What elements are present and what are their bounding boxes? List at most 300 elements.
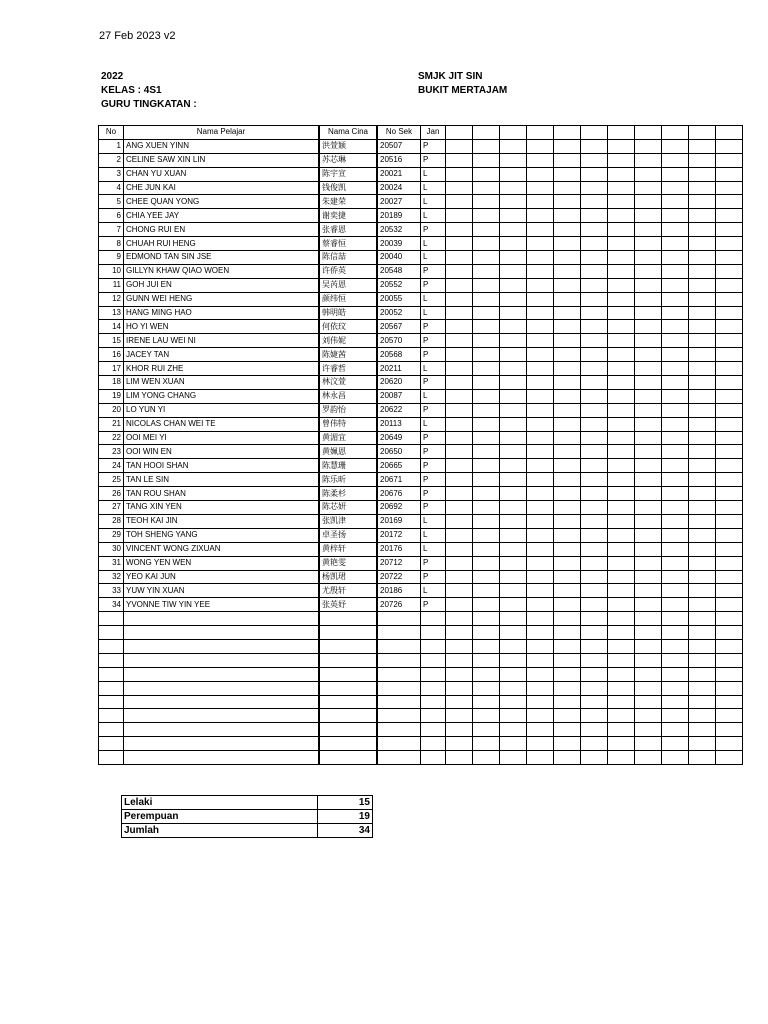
empty-cell <box>554 459 581 473</box>
empty-cell <box>473 195 500 209</box>
empty-cell <box>716 487 743 501</box>
empty-cell <box>689 612 716 626</box>
student-chinese-name: 许睿哲 <box>319 362 377 376</box>
empty-cell <box>689 223 716 237</box>
empty-cell <box>446 653 473 667</box>
empty-cell <box>635 195 662 209</box>
empty-cell <box>689 639 716 653</box>
empty-cell <box>635 431 662 445</box>
empty-cell <box>608 723 635 737</box>
empty-cell <box>99 751 124 765</box>
empty-cell <box>446 723 473 737</box>
empty-cell <box>608 348 635 362</box>
empty-cell <box>716 681 743 695</box>
empty-cell <box>662 306 689 320</box>
empty-cell <box>446 751 473 765</box>
empty-cell <box>500 348 527 362</box>
student-chinese-name: 韩明皓 <box>319 306 377 320</box>
empty-cell <box>527 570 554 584</box>
empty-cell <box>716 417 743 431</box>
empty-cell <box>473 528 500 542</box>
empty-cell <box>421 709 446 723</box>
empty-cell <box>527 348 554 362</box>
empty-cell <box>99 626 124 640</box>
student-number: 30 <box>99 542 124 556</box>
student-chinese-name: 谢奕捷 <box>319 209 377 223</box>
student-name: GUNN WEI HENG <box>124 292 320 306</box>
empty-cell <box>662 612 689 626</box>
column-header-blank <box>608 126 635 140</box>
empty-cell <box>716 612 743 626</box>
empty-cell <box>635 598 662 612</box>
table-row <box>99 403 743 417</box>
student-number: 27 <box>99 501 124 515</box>
student-number: 28 <box>99 514 124 528</box>
empty-cell <box>500 306 527 320</box>
empty-cell <box>446 528 473 542</box>
empty-cell <box>446 501 473 515</box>
student-gender-jan: P <box>421 403 446 417</box>
student-number: 14 <box>99 320 124 334</box>
student-gender-jan: P <box>421 459 446 473</box>
empty-cell <box>554 403 581 417</box>
empty-cell <box>319 681 377 695</box>
empty-cell <box>527 223 554 237</box>
empty-cell <box>446 223 473 237</box>
empty-cell <box>473 709 500 723</box>
empty-cell <box>608 653 635 667</box>
empty-cell <box>554 389 581 403</box>
table-row <box>99 139 743 153</box>
empty-cell <box>554 431 581 445</box>
empty-cell <box>716 639 743 653</box>
empty-table-row <box>99 653 743 667</box>
empty-cell <box>473 403 500 417</box>
empty-cell <box>473 556 500 570</box>
column-header-blank <box>446 126 473 140</box>
summary-row-male <box>122 796 373 810</box>
empty-cell <box>716 501 743 515</box>
empty-cell <box>689 292 716 306</box>
table-row <box>99 264 743 278</box>
empty-cell <box>662 264 689 278</box>
column-header-blank <box>473 126 500 140</box>
empty-cell <box>473 501 500 515</box>
empty-cell <box>527 264 554 278</box>
summary-value: 19 <box>318 810 373 824</box>
student-chinese-name: 黄姵恩 <box>319 445 377 459</box>
summary-value: 34 <box>318 824 373 838</box>
empty-cell <box>716 598 743 612</box>
student-chinese-name: 颜纬恒 <box>319 292 377 306</box>
empty-cell <box>608 542 635 556</box>
student-gender-jan: L <box>421 181 446 195</box>
empty-cell <box>527 278 554 292</box>
empty-cell <box>581 223 608 237</box>
student-number: 10 <box>99 264 124 278</box>
school-info-block <box>418 70 507 98</box>
empty-cell <box>716 709 743 723</box>
empty-cell <box>689 237 716 251</box>
student-name: OOI WIN EN <box>124 445 320 459</box>
empty-cell <box>554 237 581 251</box>
empty-cell <box>446 570 473 584</box>
empty-cell <box>473 334 500 348</box>
empty-cell <box>554 348 581 362</box>
empty-cell <box>689 362 716 376</box>
empty-cell <box>689 306 716 320</box>
student-chinese-name: 许侨英 <box>319 264 377 278</box>
student-name: GOH JUI EN <box>124 278 320 292</box>
empty-cell <box>554 209 581 223</box>
empty-cell <box>500 362 527 376</box>
document-version-date: 27 Feb 2023 v2 <box>99 30 176 42</box>
empty-cell <box>689 320 716 334</box>
table-row <box>99 376 743 390</box>
empty-cell <box>319 667 377 681</box>
empty-cell <box>500 626 527 640</box>
empty-cell <box>421 626 446 640</box>
empty-cell <box>554 681 581 695</box>
student-name: TAN HOOI SHAN <box>124 459 320 473</box>
empty-cell <box>635 639 662 653</box>
empty-table-row <box>99 695 743 709</box>
empty-cell <box>473 139 500 153</box>
column-header-blank <box>689 126 716 140</box>
student-school-number: 20176 <box>377 542 421 556</box>
empty-cell <box>662 723 689 737</box>
student-gender-jan: P <box>421 376 446 390</box>
column-header-blank <box>716 126 743 140</box>
empty-cell <box>581 153 608 167</box>
empty-cell <box>319 695 377 709</box>
empty-cell <box>635 264 662 278</box>
empty-cell <box>554 487 581 501</box>
empty-cell <box>662 695 689 709</box>
empty-cell <box>635 751 662 765</box>
empty-cell <box>608 167 635 181</box>
empty-cell <box>662 209 689 223</box>
student-name: CHEE QUAN YONG <box>124 195 320 209</box>
empty-cell <box>473 639 500 653</box>
empty-cell <box>635 737 662 751</box>
table-row <box>99 237 743 251</box>
empty-cell <box>689 389 716 403</box>
empty-cell <box>319 723 377 737</box>
empty-cell <box>473 445 500 459</box>
empty-cell <box>500 723 527 737</box>
empty-cell <box>527 709 554 723</box>
student-name: CHE JUN KAI <box>124 181 320 195</box>
empty-cell <box>446 445 473 459</box>
empty-cell <box>716 459 743 473</box>
table-row <box>99 348 743 362</box>
empty-cell <box>319 639 377 653</box>
column-header-jan: Jan <box>421 126 446 140</box>
empty-cell <box>662 626 689 640</box>
table-row <box>99 389 743 403</box>
year-label: 2022 <box>101 71 124 82</box>
empty-cell <box>500 417 527 431</box>
empty-cell <box>99 709 124 723</box>
empty-cell <box>689 528 716 542</box>
empty-cell <box>662 514 689 528</box>
empty-cell <box>554 598 581 612</box>
empty-cell <box>581 695 608 709</box>
empty-cell <box>473 167 500 181</box>
empty-cell <box>554 542 581 556</box>
empty-cell <box>554 362 581 376</box>
empty-cell <box>554 306 581 320</box>
empty-cell <box>716 362 743 376</box>
table-row <box>99 195 743 209</box>
empty-cell <box>608 278 635 292</box>
empty-cell <box>500 542 527 556</box>
empty-cell <box>635 556 662 570</box>
empty-cell <box>581 251 608 265</box>
class-label: KELAS : 4S1 <box>101 85 162 96</box>
student-number: 8 <box>99 237 124 251</box>
empty-cell <box>554 653 581 667</box>
empty-cell <box>473 264 500 278</box>
empty-cell <box>446 376 473 390</box>
table-row <box>99 528 743 542</box>
empty-cell <box>124 612 320 626</box>
student-chinese-name: 罗韵怡 <box>319 403 377 417</box>
empty-cell <box>99 639 124 653</box>
empty-cell <box>500 639 527 653</box>
empty-table-row <box>99 626 743 640</box>
student-chinese-name: 黄湄宜 <box>319 431 377 445</box>
empty-cell <box>608 334 635 348</box>
empty-cell <box>527 195 554 209</box>
empty-cell <box>608 431 635 445</box>
empty-cell <box>581 320 608 334</box>
empty-cell <box>716 320 743 334</box>
empty-cell <box>581 626 608 640</box>
empty-cell <box>716 223 743 237</box>
empty-cell <box>581 598 608 612</box>
student-school-number: 20021 <box>377 167 421 181</box>
empty-cell <box>662 431 689 445</box>
empty-cell <box>319 653 377 667</box>
student-name: LIM WEN XUAN <box>124 376 320 390</box>
empty-cell <box>689 445 716 459</box>
empty-cell <box>689 181 716 195</box>
student-chinese-name: 陈芯妍 <box>319 501 377 515</box>
empty-cell <box>421 612 446 626</box>
student-gender-jan: P <box>421 487 446 501</box>
empty-cell <box>527 445 554 459</box>
student-gender-jan: L <box>421 417 446 431</box>
empty-cell <box>635 306 662 320</box>
empty-cell <box>608 153 635 167</box>
empty-cell <box>716 195 743 209</box>
empty-cell <box>662 251 689 265</box>
student-number: 6 <box>99 209 124 223</box>
empty-cell <box>689 278 716 292</box>
table-row <box>99 514 743 528</box>
student-name: CHUAH RUI HENG <box>124 237 320 251</box>
empty-cell <box>581 139 608 153</box>
empty-cell <box>554 570 581 584</box>
empty-cell <box>500 223 527 237</box>
empty-cell <box>581 389 608 403</box>
student-gender-jan: L <box>421 362 446 376</box>
student-gender-jan: P <box>421 431 446 445</box>
empty-cell <box>662 445 689 459</box>
empty-cell <box>500 195 527 209</box>
empty-cell <box>716 389 743 403</box>
summary-label: Lelaki <box>122 796 318 810</box>
empty-cell <box>446 514 473 528</box>
student-name: TEOH KAI JIN <box>124 514 320 528</box>
empty-cell <box>527 431 554 445</box>
student-school-number: 20516 <box>377 153 421 167</box>
empty-cell <box>581 723 608 737</box>
empty-cell <box>527 626 554 640</box>
empty-cell <box>377 737 421 751</box>
empty-cell <box>99 681 124 695</box>
student-number: 15 <box>99 334 124 348</box>
empty-cell <box>635 237 662 251</box>
empty-cell <box>662 181 689 195</box>
table-row <box>99 417 743 431</box>
empty-cell <box>635 334 662 348</box>
empty-cell <box>377 639 421 653</box>
student-name: TAN LE SIN <box>124 473 320 487</box>
empty-cell <box>608 528 635 542</box>
student-chinese-name: 陈婕茜 <box>319 348 377 362</box>
empty-cell <box>527 251 554 265</box>
empty-cell <box>635 459 662 473</box>
student-gender-jan: L <box>421 389 446 403</box>
empty-cell <box>473 376 500 390</box>
empty-cell <box>554 334 581 348</box>
student-school-number: 20027 <box>377 195 421 209</box>
empty-cell <box>581 556 608 570</box>
empty-cell <box>527 459 554 473</box>
empty-cell <box>689 626 716 640</box>
roster-header-row <box>99 126 743 140</box>
empty-cell <box>446 195 473 209</box>
empty-cell <box>554 514 581 528</box>
empty-cell <box>473 695 500 709</box>
empty-cell <box>608 709 635 723</box>
student-chinese-name: 尤殷轩 <box>319 584 377 598</box>
empty-cell <box>581 306 608 320</box>
empty-cell <box>99 695 124 709</box>
empty-cell <box>662 389 689 403</box>
empty-cell <box>716 473 743 487</box>
table-row <box>99 501 743 515</box>
empty-cell <box>608 570 635 584</box>
empty-cell <box>662 237 689 251</box>
student-gender-jan: P <box>421 223 446 237</box>
empty-cell <box>421 737 446 751</box>
empty-cell <box>608 639 635 653</box>
empty-cell <box>554 751 581 765</box>
empty-cell <box>500 570 527 584</box>
student-gender-jan: P <box>421 556 446 570</box>
empty-cell <box>500 598 527 612</box>
empty-cell <box>581 612 608 626</box>
empty-cell <box>473 723 500 737</box>
table-row <box>99 167 743 181</box>
student-number: 3 <box>99 167 124 181</box>
empty-cell <box>500 139 527 153</box>
empty-cell <box>608 181 635 195</box>
empty-cell <box>716 403 743 417</box>
empty-cell <box>554 612 581 626</box>
empty-cell <box>446 167 473 181</box>
empty-cell <box>716 167 743 181</box>
empty-cell <box>635 348 662 362</box>
empty-cell <box>473 487 500 501</box>
student-chinese-name: 曾伟特 <box>319 417 377 431</box>
student-gender-jan: P <box>421 473 446 487</box>
empty-cell <box>635 487 662 501</box>
empty-cell <box>581 709 608 723</box>
empty-cell <box>608 501 635 515</box>
empty-cell <box>662 223 689 237</box>
student-gender-jan: P <box>421 598 446 612</box>
empty-cell <box>500 667 527 681</box>
student-name: JACEY TAN <box>124 348 320 362</box>
student-number: 22 <box>99 431 124 445</box>
student-school-number: 20676 <box>377 487 421 501</box>
empty-cell <box>527 153 554 167</box>
empty-cell <box>716 723 743 737</box>
empty-cell <box>500 251 527 265</box>
empty-cell <box>500 431 527 445</box>
column-header-blank <box>500 126 527 140</box>
empty-cell <box>527 181 554 195</box>
empty-cell <box>689 584 716 598</box>
empty-cell <box>527 167 554 181</box>
table-row <box>99 570 743 584</box>
empty-cell <box>635 376 662 390</box>
empty-cell <box>662 167 689 181</box>
empty-cell <box>527 292 554 306</box>
empty-cell <box>662 195 689 209</box>
empty-cell <box>635 542 662 556</box>
empty-cell <box>581 542 608 556</box>
empty-cell <box>421 681 446 695</box>
empty-cell <box>608 695 635 709</box>
empty-cell <box>716 431 743 445</box>
empty-cell <box>554 264 581 278</box>
student-gender-jan: L <box>421 584 446 598</box>
student-gender-jan: L <box>421 542 446 556</box>
empty-cell <box>635 251 662 265</box>
empty-cell <box>581 237 608 251</box>
empty-cell <box>527 473 554 487</box>
empty-cell <box>554 195 581 209</box>
empty-cell <box>716 264 743 278</box>
empty-cell <box>446 348 473 362</box>
table-row <box>99 459 743 473</box>
empty-cell <box>689 487 716 501</box>
empty-cell <box>581 348 608 362</box>
student-name: HANG MING HAO <box>124 306 320 320</box>
empty-cell <box>716 334 743 348</box>
student-roster-table <box>98 125 743 765</box>
empty-cell <box>689 403 716 417</box>
empty-cell <box>662 681 689 695</box>
table-row <box>99 223 743 237</box>
student-name: TAN ROU SHAN <box>124 487 320 501</box>
